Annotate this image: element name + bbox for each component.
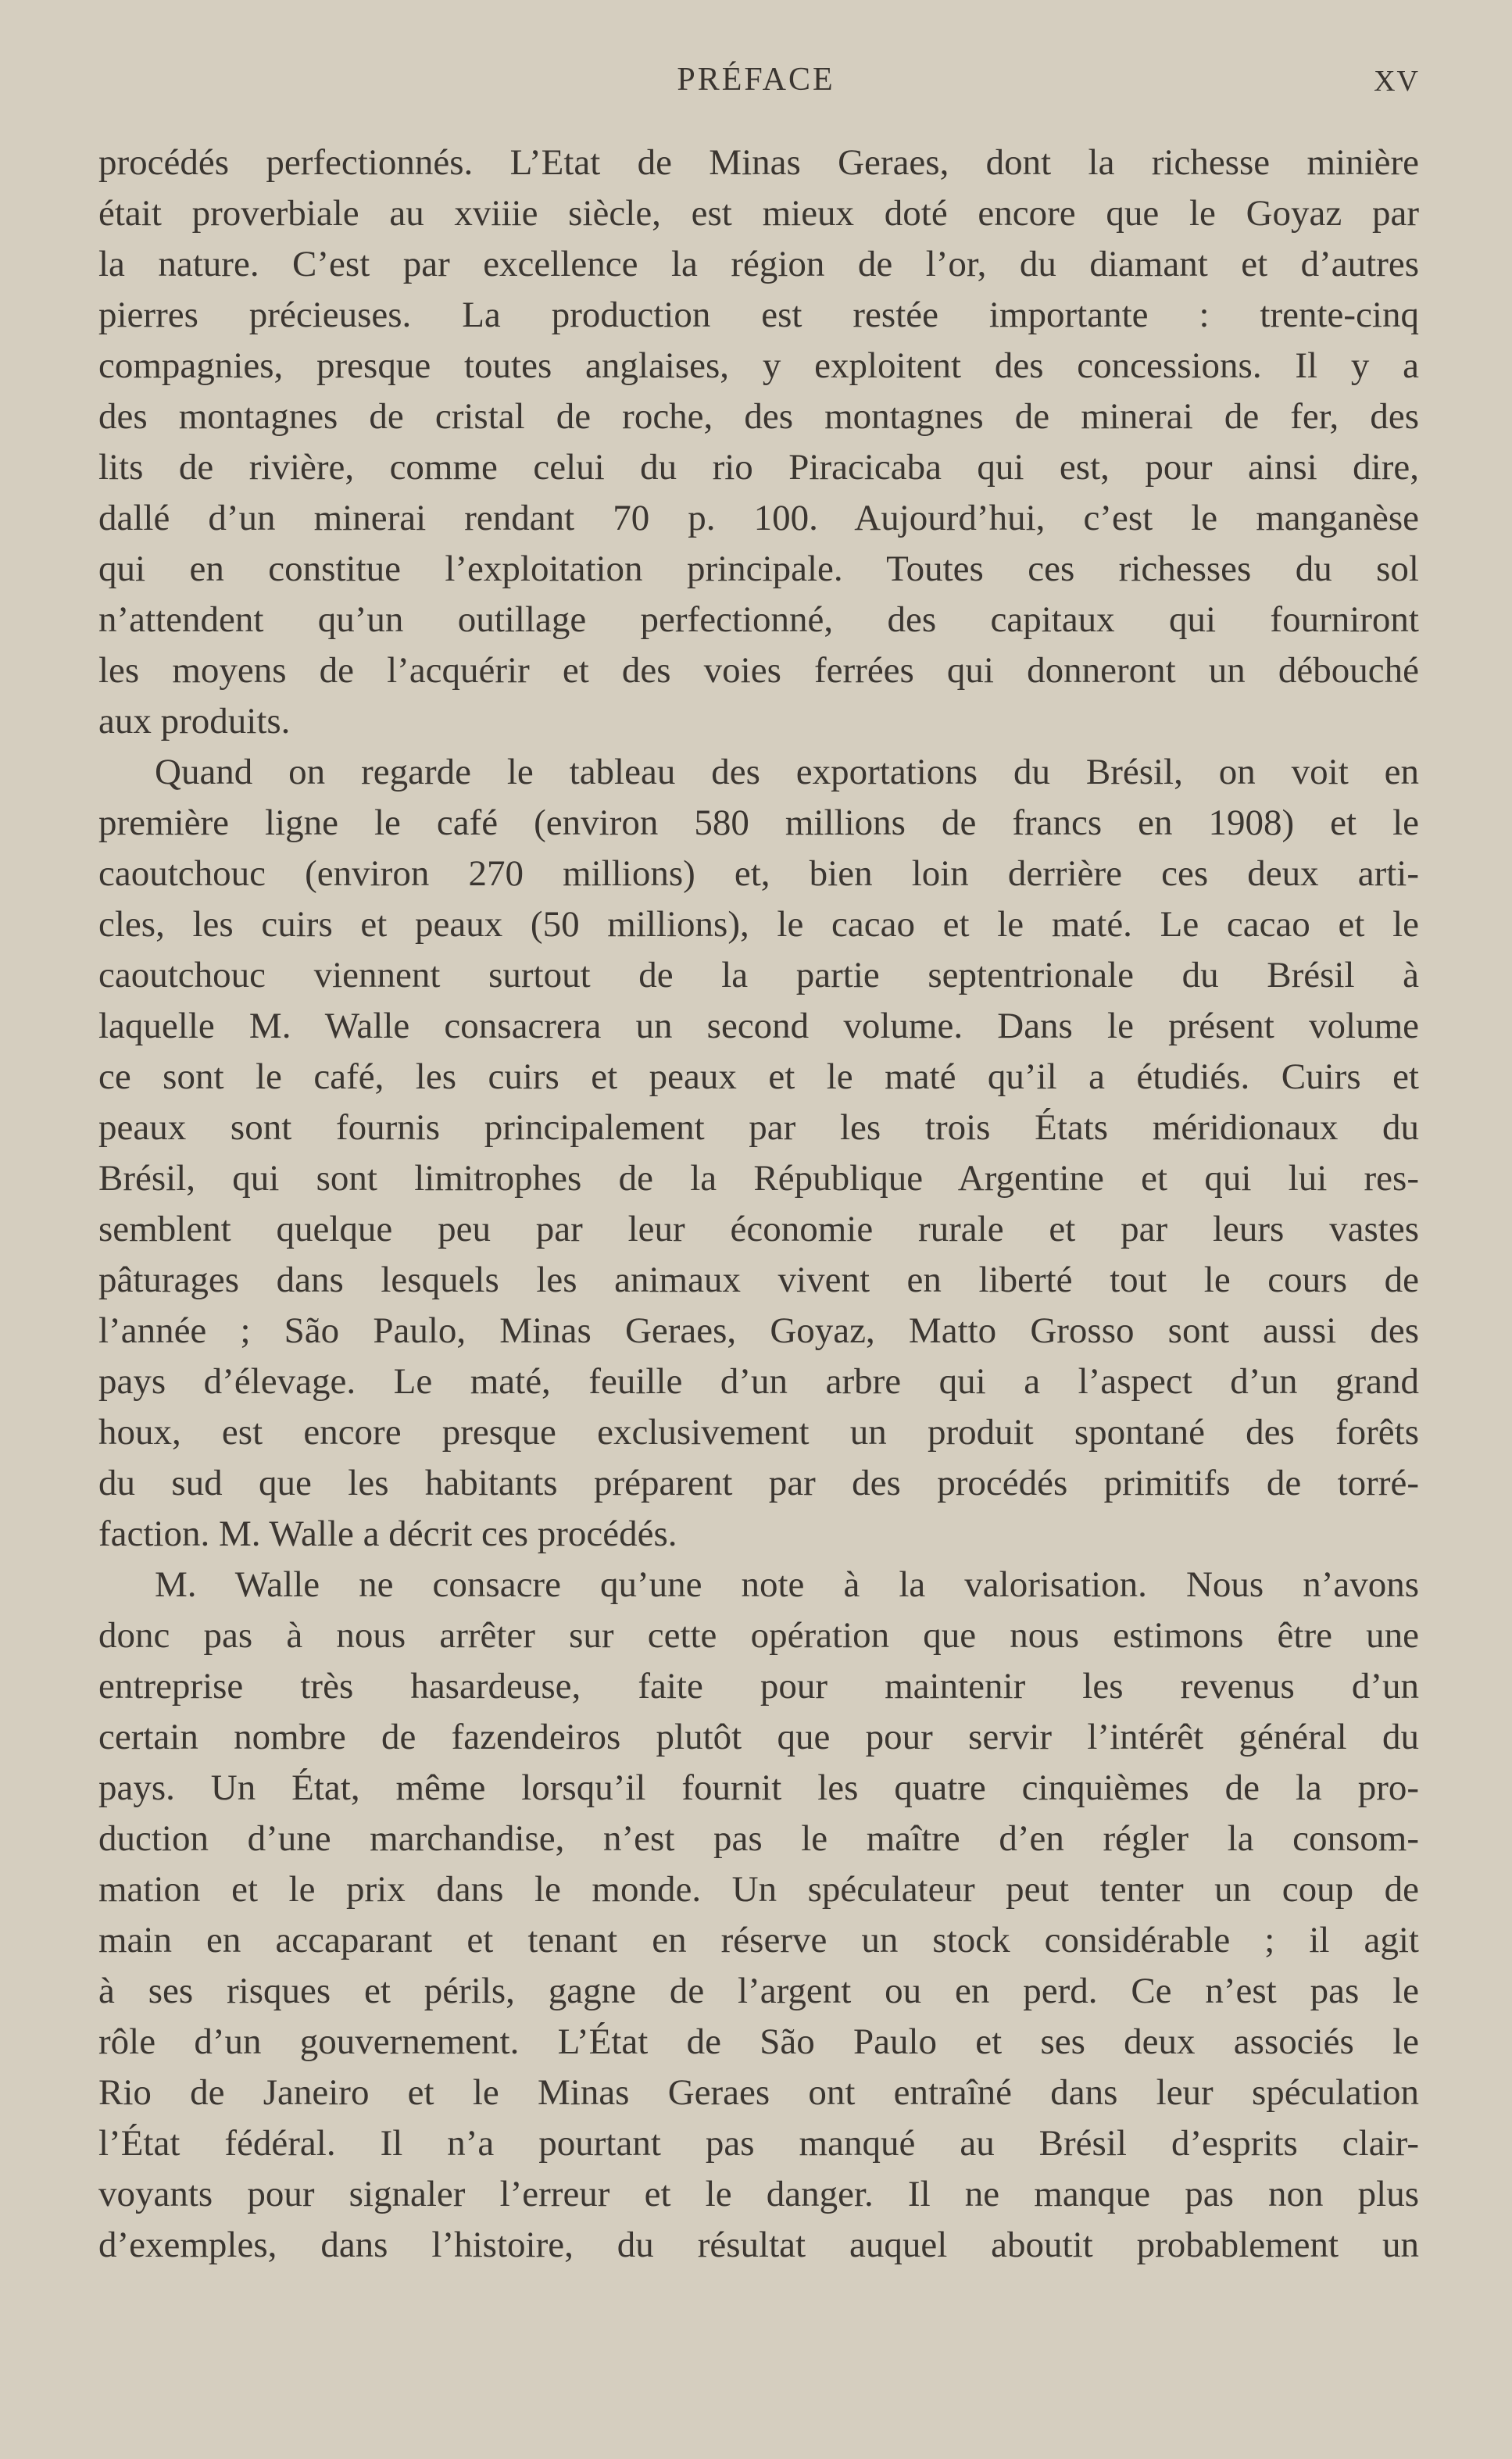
running-title: PRÉFACE: [677, 62, 835, 98]
page-header: [0, 61, 1512, 108]
text-line: houx, est encore presque exclusivement un produit spontané des forêts: [98, 1412, 1419, 1453]
text-line: l’État fédéral. Il n’a pourtant pas manqué au Brésil d’esprits clair-: [98, 2123, 1419, 2164]
text-line: procédés perfectionnés. L’Etat de Minas Geraes, dont la richesse minière: [98, 142, 1419, 183]
text-line: pays d’élevage. Le maté, feuille d’un arbre qui a l’aspect d’un grand: [98, 1361, 1419, 1402]
text-line: voyants pour signaler l’erreur et le danger. Il ne manque pas non plus: [98, 2174, 1419, 2214]
text-line: caoutchouc viennent surtout de la partie septentrionale du Brésil à: [98, 955, 1419, 995]
page-number: XV: [1374, 65, 1420, 98]
text-line: la nature. C’est par excellence la région de l’or, du diamant et d’autres: [98, 244, 1419, 284]
text-line: n’attendent qu’un outillage perfectionné, des capitaux qui fourniront: [98, 599, 1419, 640]
text-line: aux produits.: [98, 701, 291, 742]
text-line: Rio de Janeiro et le Minas Geraes ont entraîné dans leur spéculation: [98, 2072, 1419, 2113]
text-line: semblent quelque peu par leur économie rurale et par leurs vastes: [98, 1209, 1419, 1249]
text-line: d’exemples, dans l’histoire, du résultat auquel aboutit probablement un: [98, 2225, 1419, 2265]
paragraph: [98, 138, 1419, 747]
text-line: pâturages dans lesquels les animaux vivent en liberté tout le cours de: [98, 1260, 1419, 1300]
text-line: mation et le prix dans le monde. Un spéculateur peut tenter un coup de: [98, 1869, 1419, 1910]
text-line: à ses risques et périls, gagne de l’argent ou en perd. Ce n’est pas le: [98, 1971, 1419, 2011]
text-line: les moyens de l’acquérir et des voies ferrées qui donneront un débouché: [98, 650, 1419, 691]
text-line: Quand on regarde le tableau des exportations du Brésil, on voit en: [155, 752, 1419, 792]
text-line: lits de rivière, comme celui du rio Piracicaba qui est, pour ainsi dire,: [98, 447, 1419, 488]
text-line: donc pas à nous arrêter sur cette opération que nous estimons être une: [98, 1615, 1419, 1656]
text-line: Brésil, qui sont limitrophes de la République Argentine et qui lui res-: [98, 1158, 1419, 1199]
text-line: des montagnes de cristal de roche, des montagnes de minerai de fer, des: [98, 396, 1419, 437]
text-line: peaux sont fournis principalement par les trois États méridionaux du: [98, 1107, 1419, 1148]
text-line: l’année ; São Paulo, Minas Geraes, Goyaz, Matto Grosso sont aussi des: [98, 1310, 1419, 1351]
paragraph: [98, 1560, 1419, 2271]
text-line: qui en constitue l’exploitation principale. Toutes ces richesses du sol: [98, 549, 1419, 589]
text-line: duction d’une marchandise, n’est pas le maître d’en régler la consom-: [98, 1818, 1419, 1859]
text-line: dallé d’un minerai rendant 70 p. 100. Aujourd’hui, c’est le manganèse: [98, 498, 1419, 538]
paragraph: [98, 747, 1419, 1560]
text-line: caoutchouc (environ 270 millions) et, bien loin derrière ces deux arti-: [98, 853, 1419, 894]
text-line: compagnies, presque toutes anglaises, y exploitent des concessions. Il y a: [98, 345, 1419, 386]
text-line: cles, les cuirs et peaux (50 millions), le cacao et le maté. Le cacao et le: [98, 904, 1419, 945]
text-line: certain nombre de fazendeiros plutôt que pour servir l’intérêt général du: [98, 1717, 1419, 1757]
text-line: du sud que les habitants préparent par des procédés primitifs de torré-: [98, 1463, 1419, 1503]
text-line: pierres précieuses. La production est restée importante : trente-cinq: [98, 295, 1419, 335]
text-line: était proverbiale au xviiie siècle, est mieux doté encore que le Goyaz par: [98, 193, 1419, 234]
text-line: faction. M. Walle a décrit ces procédés.: [98, 1514, 677, 1554]
text-line: main en accaparant et tenant en réserve un stock considérable ; il agit: [98, 1920, 1419, 1960]
text-line: entreprise très hasardeuse, faite pour maintenir les revenus d’un: [98, 1666, 1419, 1707]
text-line: ce sont le café, les cuirs et peaux et le maté qu’il a étudiés. Cuirs et: [98, 1056, 1419, 1097]
text-line: laquelle M. Walle consacrera un second volume. Dans le présent volume: [98, 1006, 1419, 1046]
text-line: rôle d’un gouvernement. L’État de São Paulo et ses deux associés le: [98, 2021, 1419, 2062]
page-body: [98, 138, 1419, 2271]
text-line: M. Walle ne consacre qu’une note à la valorisation. Nous n’avons: [155, 1564, 1419, 1605]
text-line: pays. Un État, même lorsqu’il fournit les quatre cinquièmes de la pro-: [98, 1767, 1419, 1808]
text-line: première ligne le café (environ 580 millions de francs en 1908) et le: [98, 802, 1419, 843]
